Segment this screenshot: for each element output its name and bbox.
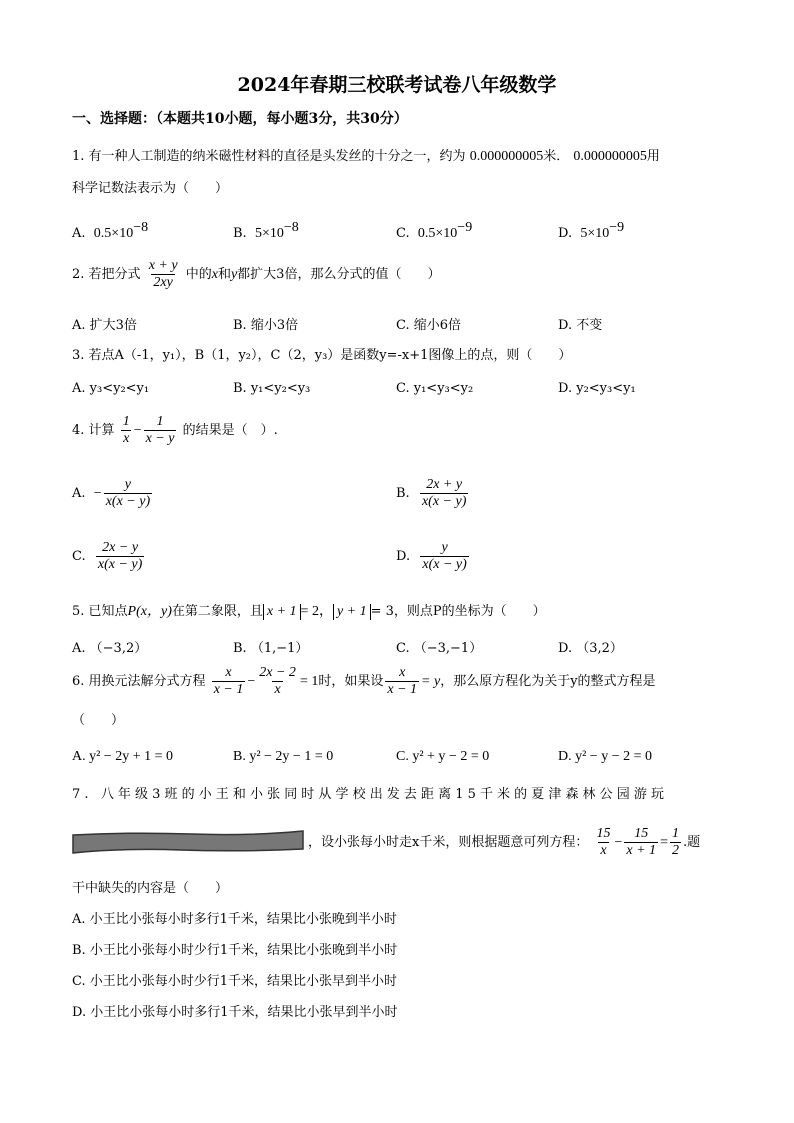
q4-option-d: D. $\frac{y}{x(x - y)}$ bbox=[396, 540, 467, 572]
question-5: 5. 已知点P(x，y)在第二象限，且 x + 1 = 2， y + 1 = 3，则点P的坐标为（ ） bbox=[72, 604, 546, 619]
q5-option-c: C. （−3,−1） bbox=[396, 641, 483, 656]
q7-option-d: D. 小王比小张每小时多行1千米，结果比小张早到半小时 bbox=[72, 1005, 398, 1020]
q4-fraction-2: $\frac{1}{x - y}$ bbox=[145, 414, 175, 446]
q5-option-a: A. （−3,2） bbox=[72, 641, 148, 656]
question-1-line2: 科学记数法表示为（ ） bbox=[72, 181, 229, 196]
q2-option-b: B. 缩小3倍 bbox=[233, 318, 299, 333]
q5-option-d: D. （3,2） bbox=[558, 641, 623, 656]
question-2: 2. 若把分式 $\frac{x + y}{2xy}$ 中的x和y都扩大3倍，那么分式的值（ ） bbox=[72, 258, 441, 290]
question-6: 6. 用换元法解分式方程 $\frac{x}{x - 1}$ − $\frac{2x - 2}{x}$ = 1时，如果设 $\frac{x}{x - 1}$ = y，那么原方程化为关于y的整式方程是 bbox=[72, 665, 656, 697]
q1-number-2: 0.000000005 bbox=[573, 149, 647, 164]
question-7-line3: 干中缺失的内容是（ ） bbox=[72, 881, 229, 896]
q1-option-d: D. $5\times 10^{-9}$ bbox=[558, 220, 625, 241]
section-heading: 一、选择题：（本题共10小题，每小题3分，共30分） bbox=[72, 111, 408, 127]
q2-option-c: C. 缩小6倍 bbox=[396, 318, 462, 333]
q4-option-b: B. $\frac{2x + y}{x(x - y)}$ bbox=[396, 477, 467, 509]
q1-number-1: 0.000000005 bbox=[469, 149, 544, 164]
exam-title: 2024年春期三校联考试卷八年级数学 bbox=[237, 74, 557, 96]
q3-option-a: A. y₃<y₂<y₁ bbox=[72, 381, 150, 396]
q6-option-b: B. y² − 2y − 1 = 0 bbox=[233, 749, 334, 764]
q2-option-a: A. 扩大3倍 bbox=[72, 318, 137, 333]
q6-option-c: C. y² + y − 2 = 0 bbox=[396, 749, 490, 764]
q4-option-c: C. $\frac{2x - y}{x(x - y)}$ bbox=[72, 540, 143, 572]
question-1: 1. 有一种人工制造的纳米磁性材料的直径是头发丝的十分之一，约为 0.000000005米． 0.000000005用 bbox=[72, 149, 660, 164]
q4-option-a: A. − $\frac{y}{x(x - y)}$ bbox=[72, 477, 151, 509]
q3-option-b: B. y₁<y₂<y₃ bbox=[233, 381, 311, 396]
q1-option-b: B. $5\times 10^{-8}$ bbox=[233, 220, 299, 241]
question-7: 7. 八年级3班的小王和小张同时从学校出发去距离15千米的夏津森林公园游玩 bbox=[72, 787, 669, 802]
q3-option-c: C. y₁<y₃<y₂ bbox=[396, 381, 474, 396]
q7-option-a: A. 小王比小张每小时多行1千米，结果比小张晚到半小时 bbox=[72, 912, 397, 927]
question-3: 3. 若点A（-1，y₁），B（1，y₂），C（2，y₃）是函数y=-x+1图像上的点，则（ ） bbox=[72, 348, 572, 363]
q1-option-a: A. $0.5\times 10^{-8}$ bbox=[72, 220, 149, 241]
q2-fraction: $\frac{x + y}{2xy}$ bbox=[148, 258, 178, 290]
q4-fraction-1: $\frac{1}{x}$ bbox=[122, 414, 130, 446]
question-4: 4. 计算 $\frac{1}{x}$ − $\frac{1}{x - y}$ 的结果是（ ）. bbox=[72, 414, 278, 446]
question-6-line2: （ ） bbox=[72, 713, 125, 728]
q6-option-a: A. y² − 2y + 1 = 0 bbox=[72, 749, 173, 764]
question-7-equation: ，设小张每小时走x千米，则根据题意可列方程： $\frac{15}{x}$ − $\frac{15}{x + 1}$ = $\frac{1}{2}$ .题 bbox=[308, 826, 701, 858]
q2-option-d: D. 不变 bbox=[558, 318, 603, 333]
q7-option-b: B. 小王比小张每小时少行1千米，结果比小张晚到半小时 bbox=[72, 943, 398, 958]
q3-option-d: D. y₂<y₃<y₁ bbox=[558, 381, 636, 396]
q5-option-b: B. （1,−1） bbox=[233, 641, 309, 656]
q7-option-c: C. 小王比小张每小时少行1千米，结果比小张早到半小时 bbox=[72, 974, 398, 989]
q1-option-c: C. $0.5\times 10^{-9}$ bbox=[396, 220, 473, 241]
q6-option-d: D. y² − y − 2 = 0 bbox=[558, 749, 652, 764]
missing-content-bar bbox=[71, 829, 305, 855]
